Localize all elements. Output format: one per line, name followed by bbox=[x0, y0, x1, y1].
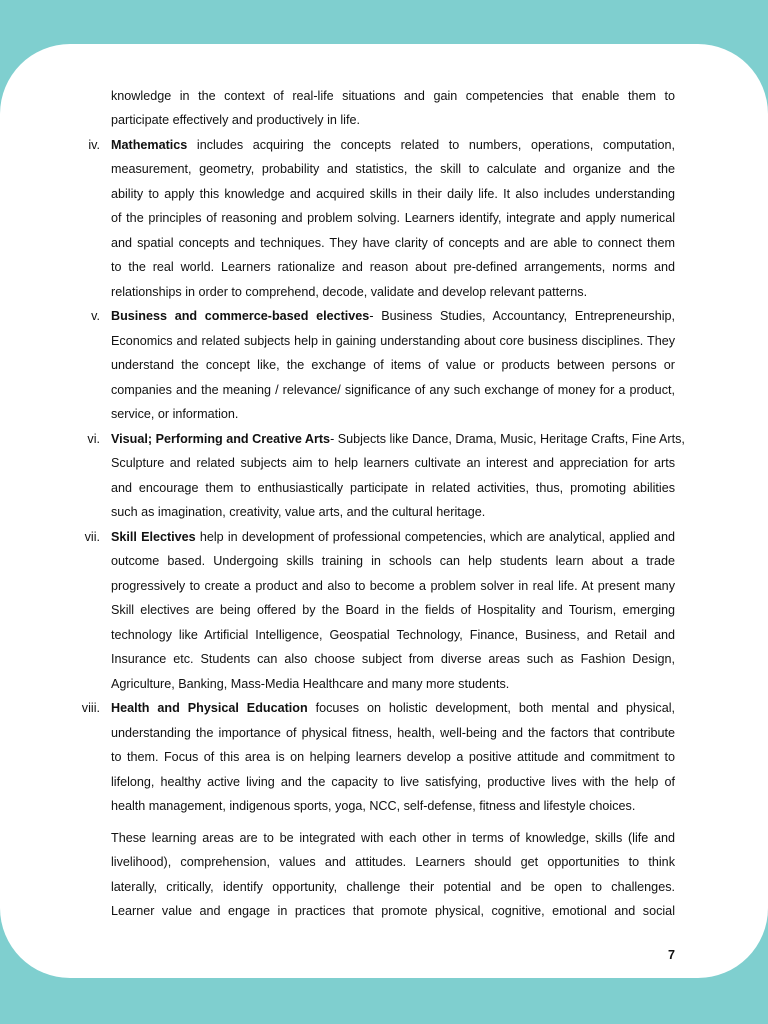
list-item-line: Skill electives are being offered by the Board in the fields of Hospitality and Tourism, emerging bbox=[111, 603, 675, 617]
list-item-line: to the real world. Learners rationalize and reason about pre-defined arrangements, norms and bbox=[111, 260, 675, 274]
list-item-title: Health and Physical Education bbox=[111, 701, 308, 715]
list-item-line: ability to apply this knowledge and acquired skills in their daily life. It also includes understanding bbox=[111, 187, 675, 201]
list-item-line: and spatial concepts and techniques. They have clarity of concepts and are able to connect them bbox=[111, 236, 675, 250]
list-item-line: companies and the meaning / relevance/ significance of any such exchange of money for a product, bbox=[111, 383, 675, 397]
closing-line: livelihood), comprehension, values and attitudes. Learners should get opportunities to think bbox=[111, 855, 675, 869]
list-numeral: viii. bbox=[81, 701, 100, 715]
list-numeral: vi. bbox=[87, 432, 100, 446]
list-item-first-line: Mathematics includes acquiring the concepts related to numbers, operations, computation, bbox=[111, 138, 675, 152]
intro-line: participate effectively and productively in life. bbox=[111, 113, 360, 127]
list-item-line: such as imagination, creativity, value arts, and the cultural heritage. bbox=[111, 505, 486, 519]
list-item-first-line: Visual; Performing and Creative Arts- Subjects like Dance, Drama, Music, Heritage Crafts, Fine Arts, bbox=[111, 432, 685, 446]
list-item-line: outcome based. Undergoing skills training in schools can help students learn about a trade bbox=[111, 554, 675, 568]
list-item-line: measurement, geometry, probability and statistics, the skill to calculate and organize and the bbox=[111, 162, 675, 176]
list-item-line: to them. Focus of this area is on helping learners develop a positive attitude and commitment to bbox=[111, 750, 675, 764]
list-numeral: vii. bbox=[84, 530, 100, 544]
list-item-first-line: Skill Electives help in development of professional competencies, which are analytical, applied and bbox=[111, 530, 676, 544]
list-item-first-line: Health and Physical Education focuses on holistic development, both mental and physical, bbox=[111, 701, 675, 715]
list-numeral: v. bbox=[91, 309, 100, 323]
list-item-title: Visual; Performing and Creative Arts bbox=[111, 432, 331, 446]
list-item-title: Mathematics bbox=[111, 138, 188, 152]
list-item-line: understanding the importance of physical fitness, health, well-being and the factors that contribute bbox=[111, 726, 675, 740]
list-item-line: lifelong, healthy active living and the capacity to live satisfying, productive lives with the help of bbox=[111, 775, 675, 789]
closing-line: These learning areas are to be integrated with each other in terms of knowledge, skills (life and bbox=[111, 831, 675, 845]
list-item-line: understand the concept like, the exchange of items of value or products between persons or bbox=[111, 358, 675, 372]
list-item-line: service, or information. bbox=[111, 407, 239, 421]
list-item-line: and encourage them to enthusiastically participate in related activities, thus, promoting abilities bbox=[111, 481, 675, 495]
list-item-line: Agriculture, Banking, Mass-Media Healthcare and many more students. bbox=[111, 677, 510, 691]
list-item-line: Economics and related subjects help in gaining understanding about core business disciplines. They bbox=[111, 334, 675, 348]
list-item-line: health management, indigenous sports, yoga, NCC, self-defense, fitness and lifestyle choices. bbox=[111, 799, 636, 813]
intro-line: knowledge in the context of real-life situations and gain competencies that enable them to bbox=[111, 89, 675, 103]
list-item-line: relationships in order to comprehend, decode, validate and develop relevant patterns. bbox=[111, 285, 588, 299]
list-item-line: Sculpture and related subjects aim to help learners cultivate an interest and appreciation for arts bbox=[111, 456, 675, 470]
list-item-line: progressively to create a product and also to become a problem solver in real life. At present many bbox=[111, 579, 675, 593]
list-item-line: Insurance etc. Students can also choose subject from diverse areas such as Fashion Design, bbox=[111, 652, 675, 666]
page-number: 7 bbox=[667, 948, 675, 962]
list-item-line: of the principles of reasoning and problem solving. Learners identify, integrate and apply numerical bbox=[111, 211, 675, 225]
list-item-first-line: Business and commerce-based electives- Business Studies, Accountancy, Entrepreneurship, bbox=[111, 309, 675, 323]
list-numeral: iv. bbox=[88, 138, 100, 152]
closing-line: laterally, critically, identify opportunity, challenge their potential and be open to challenges. bbox=[111, 880, 675, 894]
list-item-title: Skill Electives bbox=[111, 530, 196, 544]
list-item-title: Business and commerce-based electives bbox=[111, 309, 370, 323]
list-item-line: technology like Artificial Intelligence, Geospatial Technology, Finance, Business, and Retail and bbox=[111, 628, 675, 642]
closing-line: Learner value and engage in practices that promote physical, cognitive, emotional and social bbox=[111, 904, 675, 918]
